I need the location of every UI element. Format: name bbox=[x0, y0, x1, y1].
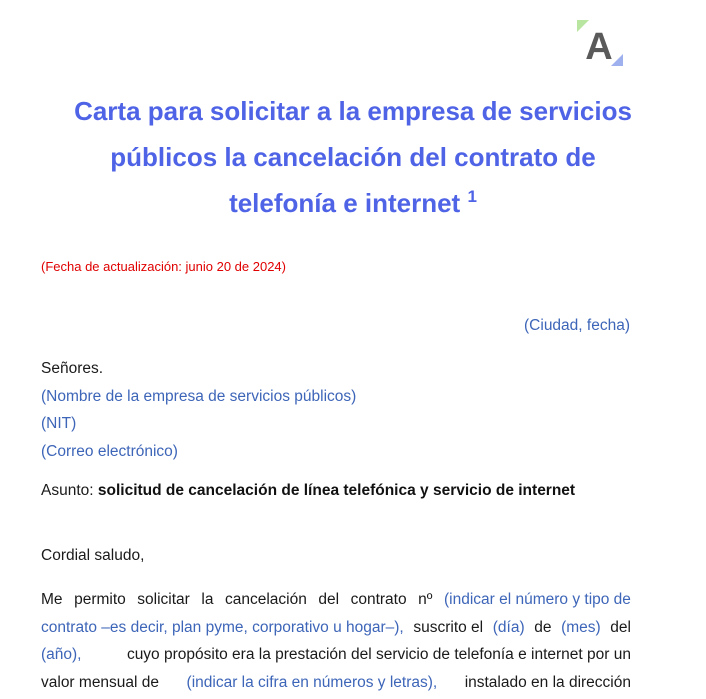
body-word: nº bbox=[418, 591, 433, 608]
body-text-segment: cuyo propósito era la prestación del servicio de telefonía e internet por un bbox=[126, 646, 631, 663]
body-word: permito bbox=[74, 591, 126, 608]
contract-number-placeholder: (indicar el número y tipo de bbox=[443, 591, 631, 608]
city-date-placeholder: (Ciudad, fecha) bbox=[524, 317, 630, 334]
salutation: Señores. bbox=[41, 360, 104, 377]
month-placeholder: (mes) bbox=[561, 618, 601, 636]
logo-letter: A bbox=[585, 26, 613, 68]
nit-placeholder: (NIT) bbox=[41, 415, 77, 432]
body-text-segment: suscrito el bbox=[413, 618, 484, 636]
body-word: del bbox=[318, 591, 340, 608]
letter-body bbox=[41, 586, 631, 696]
footnote-marker[interactable]: 1 bbox=[467, 187, 477, 206]
body-word: del bbox=[610, 618, 631, 636]
addressee-block bbox=[41, 355, 356, 465]
body-word: cancelación bbox=[224, 591, 307, 608]
greeting: Cordial saludo, bbox=[41, 547, 145, 564]
title-line-3 bbox=[30, 180, 676, 226]
body-line-1 bbox=[41, 586, 631, 614]
document-title bbox=[30, 88, 676, 226]
body-word: Me bbox=[41, 591, 63, 608]
subject-text: solicitud de cancelación de línea telefónica y servicio de internet bbox=[97, 482, 576, 499]
body-text-segment: instalado en la dirección bbox=[464, 673, 631, 691]
body-line-2 bbox=[41, 614, 631, 642]
update-date-note: (Fecha de actualización: junio 20 de 2024) bbox=[41, 259, 286, 274]
body-word: de bbox=[534, 618, 552, 636]
subject-line bbox=[41, 482, 575, 500]
email-placeholder: (Correo electrónico) bbox=[41, 442, 178, 460]
title-line-2: públicos la cancelación del contrato de bbox=[110, 142, 596, 172]
company-name-placeholder: (Nombre de la empresa de servicios públicos) bbox=[41, 387, 357, 405]
body-word: la bbox=[201, 591, 214, 608]
day-placeholder: (día) bbox=[492, 618, 525, 636]
subject-label: Asunto: bbox=[41, 482, 94, 499]
title-line-1: Carta para solicitar a la empresa de servicios bbox=[74, 96, 632, 126]
body-word: solicitar bbox=[137, 591, 190, 608]
contract-type-placeholder: contrato –es decir, plan pyme, corporativo u hogar–), bbox=[41, 618, 404, 636]
amount-placeholder: (indicar la cifra en números y letras), bbox=[186, 673, 438, 691]
body-line-4 bbox=[41, 669, 631, 697]
brand-a-logo-icon bbox=[575, 18, 625, 68]
body-word: contrato bbox=[350, 591, 407, 608]
year-placeholder: (año), bbox=[41, 646, 82, 663]
body-text-segment: valor mensual de bbox=[41, 673, 160, 691]
body-line-3 bbox=[41, 641, 631, 669]
title-line-3-text: telefonía e internet bbox=[229, 188, 461, 218]
